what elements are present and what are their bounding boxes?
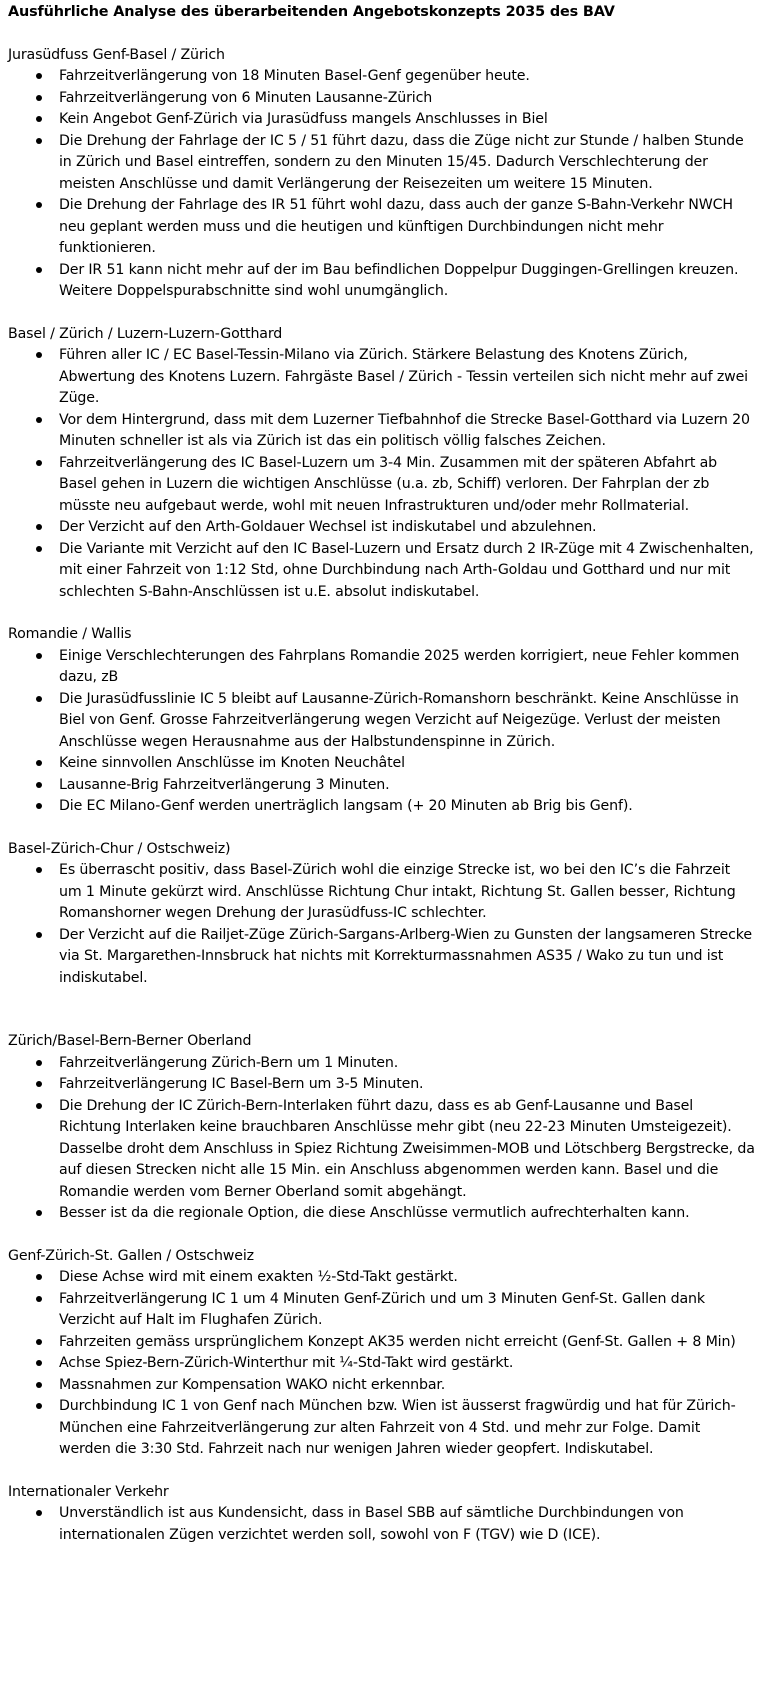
section [8,324,755,604]
bullet-list [8,860,755,989]
bullet-item: Besser ist da die regionale Option, die diese Anschlüsse vermutlich aufrechterhalten kann. [8,1203,755,1225]
bullet-item: Lausanne-Brig Fahrzeitverlängerung 3 Minuten. [8,775,755,797]
bullet-item: Fahrzeitverlängerung IC Basel-Bern um 3-5 Minuten. [8,1074,755,1096]
bullet-list [8,1053,755,1225]
section-heading: Basel-Zürich-Chur / Ostschweiz) [8,840,231,857]
bullet-item: Fahrzeitverlängerung von 18 Minuten Basel-Genf gegenüber heute. [8,66,755,88]
bullet-item: Der IR 51 kann nicht mehr auf der im Bau befindlichen Doppelpur Duggingen-Grellingen kreuzen. Weitere Doppelspurabschnitte sind wohl unumgänglich. [8,260,755,303]
bullet-item: Fahrzeitverlängerung des IC Basel-Luzern um 3-4 Min. Zusammen mit der späteren Abfahrt ab Basel gehen in Luzern die wichtigen Anschlüsse (u.a. zb, Schiff) verloren. Der Fahrplan der zb müsste neu aufgebaut werde, wohl mit neuen Infrastrukturen und/oder mehr Rollmaterial. [8,453,755,518]
bullet-list [8,1267,755,1461]
bullet-item: Fahrzeiten gemäss ursprünglichem Konzept AK35 werden nicht erreicht (Genf-St. Gallen + 8 Min) [8,1332,755,1354]
section-heading: Basel / Zürich / Luzern-Luzern-Gotthard [8,325,283,342]
bullet-item: Diese Achse wird mit einem exakten ½-Std-Takt gestärkt. [8,1267,755,1289]
bullet-item: Die Drehung der IC Zürich-Bern-Interlaken führt dazu, dass es ab Genf-Lausanne und Basel Richtung Interlaken keine brauchbaren Anschlüsse mehr gibt (neu 22-23 Minuten Umsteigezeit). Dasselbe droht dem Anschluss in Spiez Richtung Zweisimmen-MOB und Lötschberg Bergstrecke, da auf diesen Strecken nicht alle 15 Min. ein Anschluss abgenommen werden kann. Basel und die Romandie werden vom Berner Oberland somit abgehängt. [8,1096,755,1204]
section [8,45,755,303]
bullet-item: Der Verzicht auf den Arth-Goldauer Wechsel ist indiskutabel und abzulehnen. [8,517,755,539]
section [8,839,755,990]
section [8,1246,755,1461]
bullet-item: Die Variante mit Verzicht auf den IC Basel-Luzern und Ersatz durch 2 IR-Züge mit 4 Zwischenhalten, mit einer Fahrzeit von 1:12 Std, ohne Durchbindung nach Arth-Goldau und Gotthard und nur mit schlechten S-Bahn-Anschlüssen ist u.E. absolut indiskutabel. [8,539,755,604]
bullet-item: Fahrzeitverlängerung von 6 Minuten Lausanne-Zürich [8,88,755,110]
bullet-item: Kein Angebot Genf-Zürich via Jurasüdfuss mangels Anschlusses in Biel [8,109,755,131]
bullet-item: Die Jurasüdfusslinie IC 5 bleibt auf Lausanne-Zürich-Romanshorn beschränkt. Keine Anschlüsse in Biel von Genf. Grosse Fahrzeitverlängerung wegen Verzicht auf Neigezüge. Verlust der meisten Anschlüsse wegen Herausnahme aus der Halbstundenspinne in Zürich. [8,689,755,754]
bullet-item: Vor dem Hintergrund, dass mit dem Luzerner Tiefbahnhof die Strecke Basel-Gotthard via Luzern 20 Minuten schneller ist als via Zürich ist das ein politisch völlig falsches Zeichen. [8,410,755,453]
section-heading: Genf-Zürich-St. Gallen / Ostschweiz [8,1247,254,1264]
bullet-item: Fahrzeitverlängerung Zürich-Bern um 1 Minuten. [8,1053,755,1075]
section [8,1031,755,1225]
bullet-item: Die Drehung der Fahrlage der IC 5 / 51 führt dazu, dass die Züge nicht zur Stunde / halben Stunde in Zürich und Basel eintreffen, sondern zu den Minuten 15/45. Dadurch Verschlechterung der meisten Anschlüsse und damit Verlängerung der Reisezeiten um weitere 15 Minuten. [8,131,755,196]
bullet-item: Durchbindung IC 1 von Genf nach München bzw. Wien ist äusserst fragwürdig und hat für Zürich-München eine Fahrzeitverlängerung zur alten Fahrzeit von 4 Std. und mehr zur Folge. Damit werden die 3:30 Std. Fahrzeit nach nur wenigen Jahren wieder geopfert. Indiskutabel. [8,1396,755,1461]
section-heading: Internationaler Verkehr [8,1483,169,1500]
bullet-item: Fahrzeitverlängerung IC 1 um 4 Minuten Genf-Zürich und um 3 Minuten Genf-St. Gallen dank Verzicht auf Halt im Flughafen Zürich. [8,1289,755,1332]
document-title: Ausführliche Analyse des überarbeitenden Angebotskonzepts 2035 des BAV [8,4,615,20]
bullet-list [8,1503,755,1546]
section [8,1482,755,1547]
bullet-list [8,66,755,303]
bullet-item: Der Verzicht auf die Railjet-Züge Zürich-Sargans-Arlberg-Wien zu Gunsten der langsameren Strecke via St. Margarethen-Innsbruck hat nichts mit Korrekturmassnahmen AS35 / Wako zu tun und ist indiskutabel. [8,925,755,990]
bullet-list [8,345,755,603]
section-heading: Zürich/Basel-Bern-Berner Oberland [8,1033,252,1049]
bullet-item: Achse Spiez-Bern-Zürich-Winterthur mit ¼-Std-Takt wird gestärkt. [8,1353,755,1375]
bullet-list [8,646,755,818]
bullet-item: Führen aller IC / EC Basel-Tessin-Milano via Zürich. Stärkere Belastung des Knotens Zürich, Abwertung des Knotens Luzern. Fahrgäste Basel / Zürich - Tessin verteilen sich nicht mehr auf zwei Züge. [8,345,755,410]
bullet-item: Unverständlich ist aus Kundensicht, dass in Basel SBB auf sämtliche Durchbindungen von internationalen Zügen verzichtet werden soll, sowohl von F (TGV) wie D (ICE). [8,1503,755,1546]
bullet-item: Keine sinnvollen Anschlüsse im Knoten Neuchâtel [8,753,755,775]
bullet-item: Die Drehung der Fahrlage des IR 51 führt wohl dazu, dass auch der ganze S-Bahn-Verkehr NWCH neu geplant werden muss und die heutigen und künftigen Durchbindungen nicht mehr funktionieren. [8,195,755,260]
section [8,624,755,818]
bullet-item: Die EC Milano-Genf werden unerträglich langsam (+ 20 Minuten ab Brig bis Genf). [8,796,755,818]
section-heading: Romandie / Wallis [8,626,132,642]
section-heading: Jurasüdfuss Genf-Basel / Zürich [8,46,225,63]
document-body [8,45,755,1547]
bullet-item: Einige Verschlechterungen des Fahrplans Romandie 2025 werden korrigiert, neue Fehler kommen dazu, zB [8,646,755,689]
bullet-item: Massnahmen zur Kompensation WAKO nicht erkennbar. [8,1375,755,1397]
bullet-item: Es überrascht positiv, dass Basel-Zürich wohl die einzige Strecke ist, wo bei den IC’s die Fahrzeit um 1 Minute gekürzt wird. Anschlüsse Richtung Chur intakt, Richtung St. Gallen besser, Richtung Romanshorner wegen Drehung der Jurasüdfuss-IC schlechter. [8,860,755,925]
